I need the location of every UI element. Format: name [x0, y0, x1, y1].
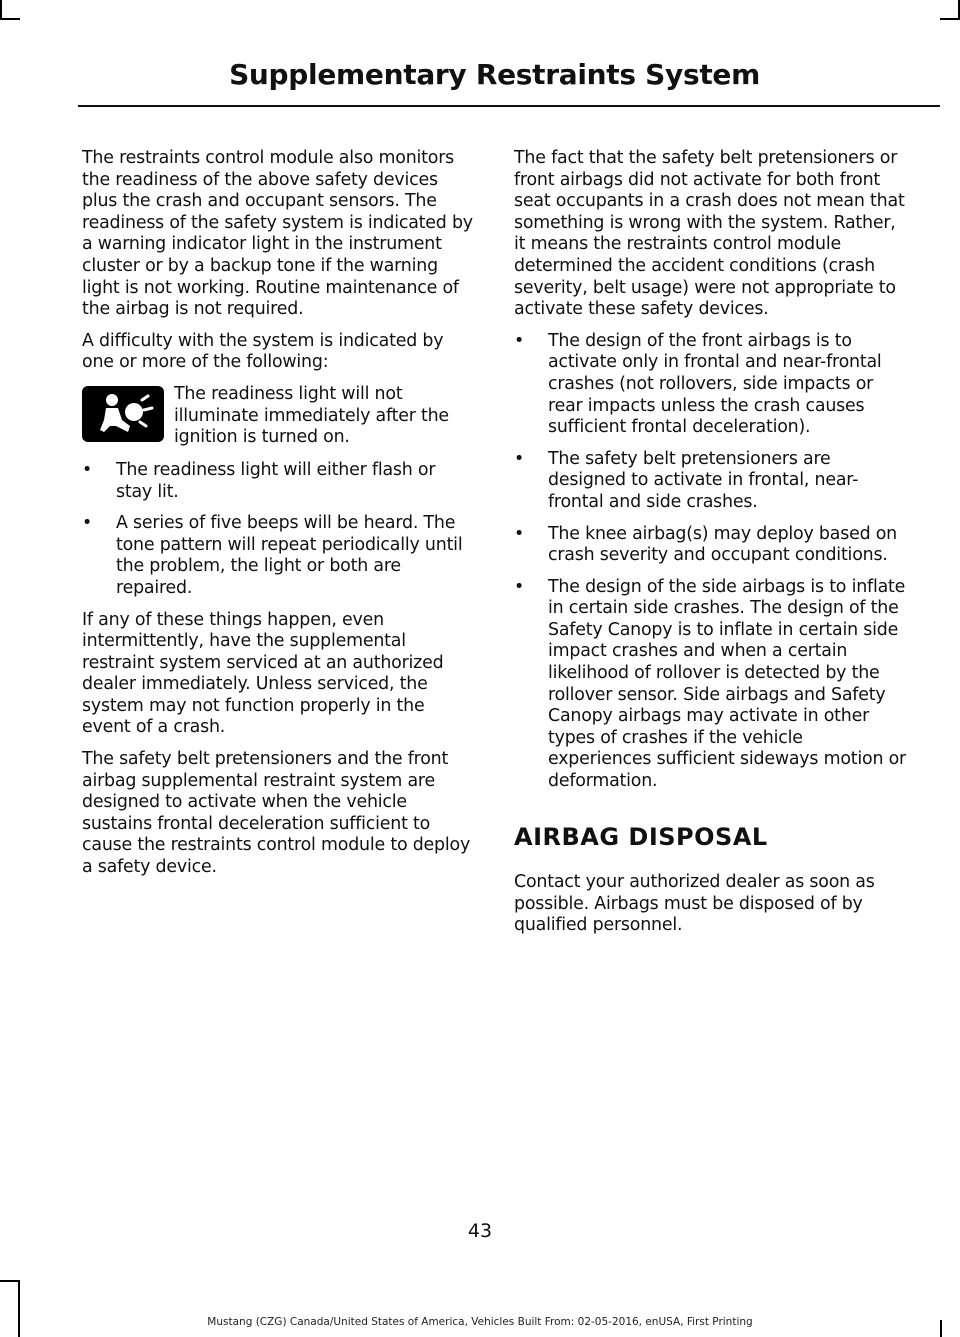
bullet-mark: •: [82, 513, 93, 534]
bullet-mark: •: [82, 459, 93, 480]
page-footer: Mustang (CZG) Canada/United States of America, Vehicles Built From: 02-05-2016, enUSA, First Printing: [207, 1316, 753, 1328]
crop-mark: [0, 1280, 20, 1282]
crop-mark: [0, 18, 20, 20]
list-item: • The readiness light will either flash or stay lit.: [82, 459, 436, 502]
section-heading: AIRBAG DISPOSAL: [514, 822, 768, 851]
crop-mark: [18, 1280, 20, 1337]
list-item: • A series of five beeps will be heard. The tone pattern will repeat periodically until the problem, the light or both are repaired.: [82, 513, 463, 598]
list-item: • The safety belt pretensioners are designed to activate in frontal, near-frontal and side crashes.: [514, 448, 859, 512]
header-rule: [78, 105, 940, 107]
list-item: • The design of the front airbags is to activate only in frontal and near-frontal crashes (not rollovers, side impacts or rear impacts unless the crash causes sufficient frontal deceleration).: [514, 330, 882, 438]
paragraph: Contact your authorized dealer as soon as possible. Airbags must be disposed of by qualified personnel.: [514, 872, 875, 936]
bullet-mark: •: [514, 576, 525, 597]
bullet-list: [82, 460, 476, 600]
paragraph: The safety belt pretensioners and the front airbag supplemental restraint system are designed to activate when the vehicle sustains frontal deceleration sufficient to cause the restraints control module to deploy a safety device.: [82, 749, 471, 878]
page-title: Supplementary Restraints System: [229, 58, 760, 91]
page-number: 43: [467, 1220, 493, 1242]
paragraph: The fact that the safety belt pretensioners or front airbags did not activate for both front seat occupants in a crash does not mean that something is wrong with the system. Rather, it means the restraints control module determined the accident conditions (crash severity, belt usage) were not appropriate to activate these safety devices.: [514, 148, 905, 320]
bullet-list: [514, 331, 910, 793]
indicator-description: The readiness light will not illuminate immediately after the ignition is turned on.: [174, 383, 449, 448]
paragraph: The restraints control module also monitors the readiness of the above safety devices plus the crash and occupant sensors. The readiness of the safety system is indicated by a warning indicator light in the instrument cluster or by a backup tone if the warning light is not working. Routine maintenance of the airbag is not required.: [82, 148, 473, 320]
airbag-warning-icon: [82, 386, 164, 442]
paragraph: If any of these things happen, even intermittently, have the supplemental restraint system serviced at an authorized dealer immediately. Unless serviced, the system may not function properly in the event of a crash.: [82, 609, 444, 738]
list-item: • The design of the side airbags is to inflate in certain side crashes. The design of the Safety Canopy is to inflate in certain side impact crashes and when a certain likelihood of rollover is detected by the rollover sensor. Side airbags and Safety Canopy airbags may activate in other types of crashes if the vehicle experiences sufficient sideways motion or deformation.: [514, 576, 906, 792]
bullet-mark: •: [514, 523, 525, 544]
paragraph: A difficulty with the system is indicated by one or more of the following:: [82, 330, 444, 373]
list-item: • The knee airbag(s) may deploy based on crash severity and occupant conditions.: [514, 523, 897, 566]
bullet-mark: •: [514, 448, 525, 469]
crop-mark: [940, 18, 960, 20]
warning-indicator-row: [82, 384, 476, 450]
left-column: [82, 148, 476, 889]
crop-mark: [0, 0, 2, 20]
right-column: [514, 148, 910, 947]
bullet-mark: •: [514, 330, 525, 351]
